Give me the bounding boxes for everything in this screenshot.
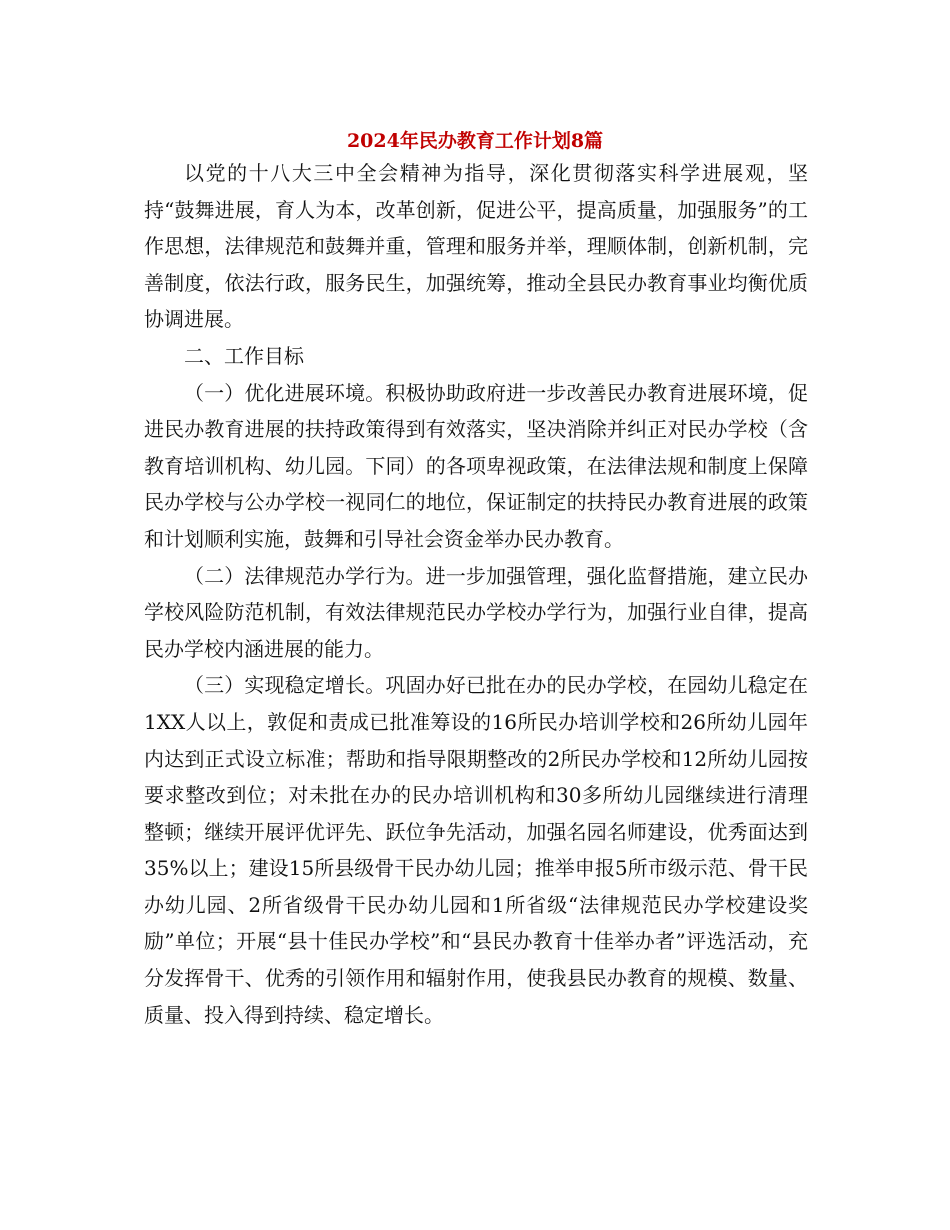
paragraph-intro: 以党的十八大三中全会精神为指导，深化贯彻落实科学进展观，坚持“鼓舞进展，育人为本，改革创新，促进公平，提高质量，加强服务”的工作思想，法律规范和鼓舞并重，管理和服务并举，理顺体制，创新机制，完善制度，依法行政，服务民生，加强统筹，推动全县民办教育事业均衡优质协调进展。: [144, 161, 808, 332]
document-title: 2024年民办教育工作计划8篇: [346, 129, 604, 152]
paragraph-goal-3: （三）实现稳定增长。巩固办好已批在办的民办学校，在园幼儿稳定在1XX人以上，敦促和责成已批准筹设的16所民办培训学校和26所幼儿园年内达到正式设立标准；帮助和指导限期整改的2所民办学校和12所幼儿园按要求整改到位；对未批在办的民办培训机构和30多所幼儿园继续进行清理整顿；继续开展评优评先、跃位争先活动，加强名园名师建设，优秀面达到35%以上；建设15所县级骨干民办幼儿园；推举申报5所市级示范、骨干民办幼儿园、2所省级骨干民办幼儿园和1所省级“法律规范民办学校建设奖励”单位；开展“县十佳民办学校”和“县民办教育十佳举办者”评选活动，充分发挥骨干、优秀的引领作用和辐射作用，使我县民办教育的规模、数量、质量、投入得到持续、稳定增长。: [144, 673, 808, 1027]
document-body: [144, 155, 808, 1033]
section-heading-work-goals: 二、工作目标: [184, 343, 304, 368]
paragraph-goal-1: （一）优化进展环境。积极协助政府进一步改善民办教育进展环境，促进民办教育进展的扶持政策得到有效落实，坚决消除并纠正对民办学校（含教育培训机构、幼儿园。下同）的各项卑视政策，在法律法规和制度上保障民办学校与公办学校一视同仁的地位，保证制定的扶持民办教育进展的政策和计划顺利实施，鼓舞和引导社会资金举办民办教育。: [144, 380, 808, 551]
paragraph-goal-2: （二）法律规范办学行为。进一步加强管理，强化监督措施，建立民办学校风险防范机制，有效法律规范民办学校办学行为，加强行业自律，提高民办学校内涵进展的能力。: [144, 563, 808, 661]
